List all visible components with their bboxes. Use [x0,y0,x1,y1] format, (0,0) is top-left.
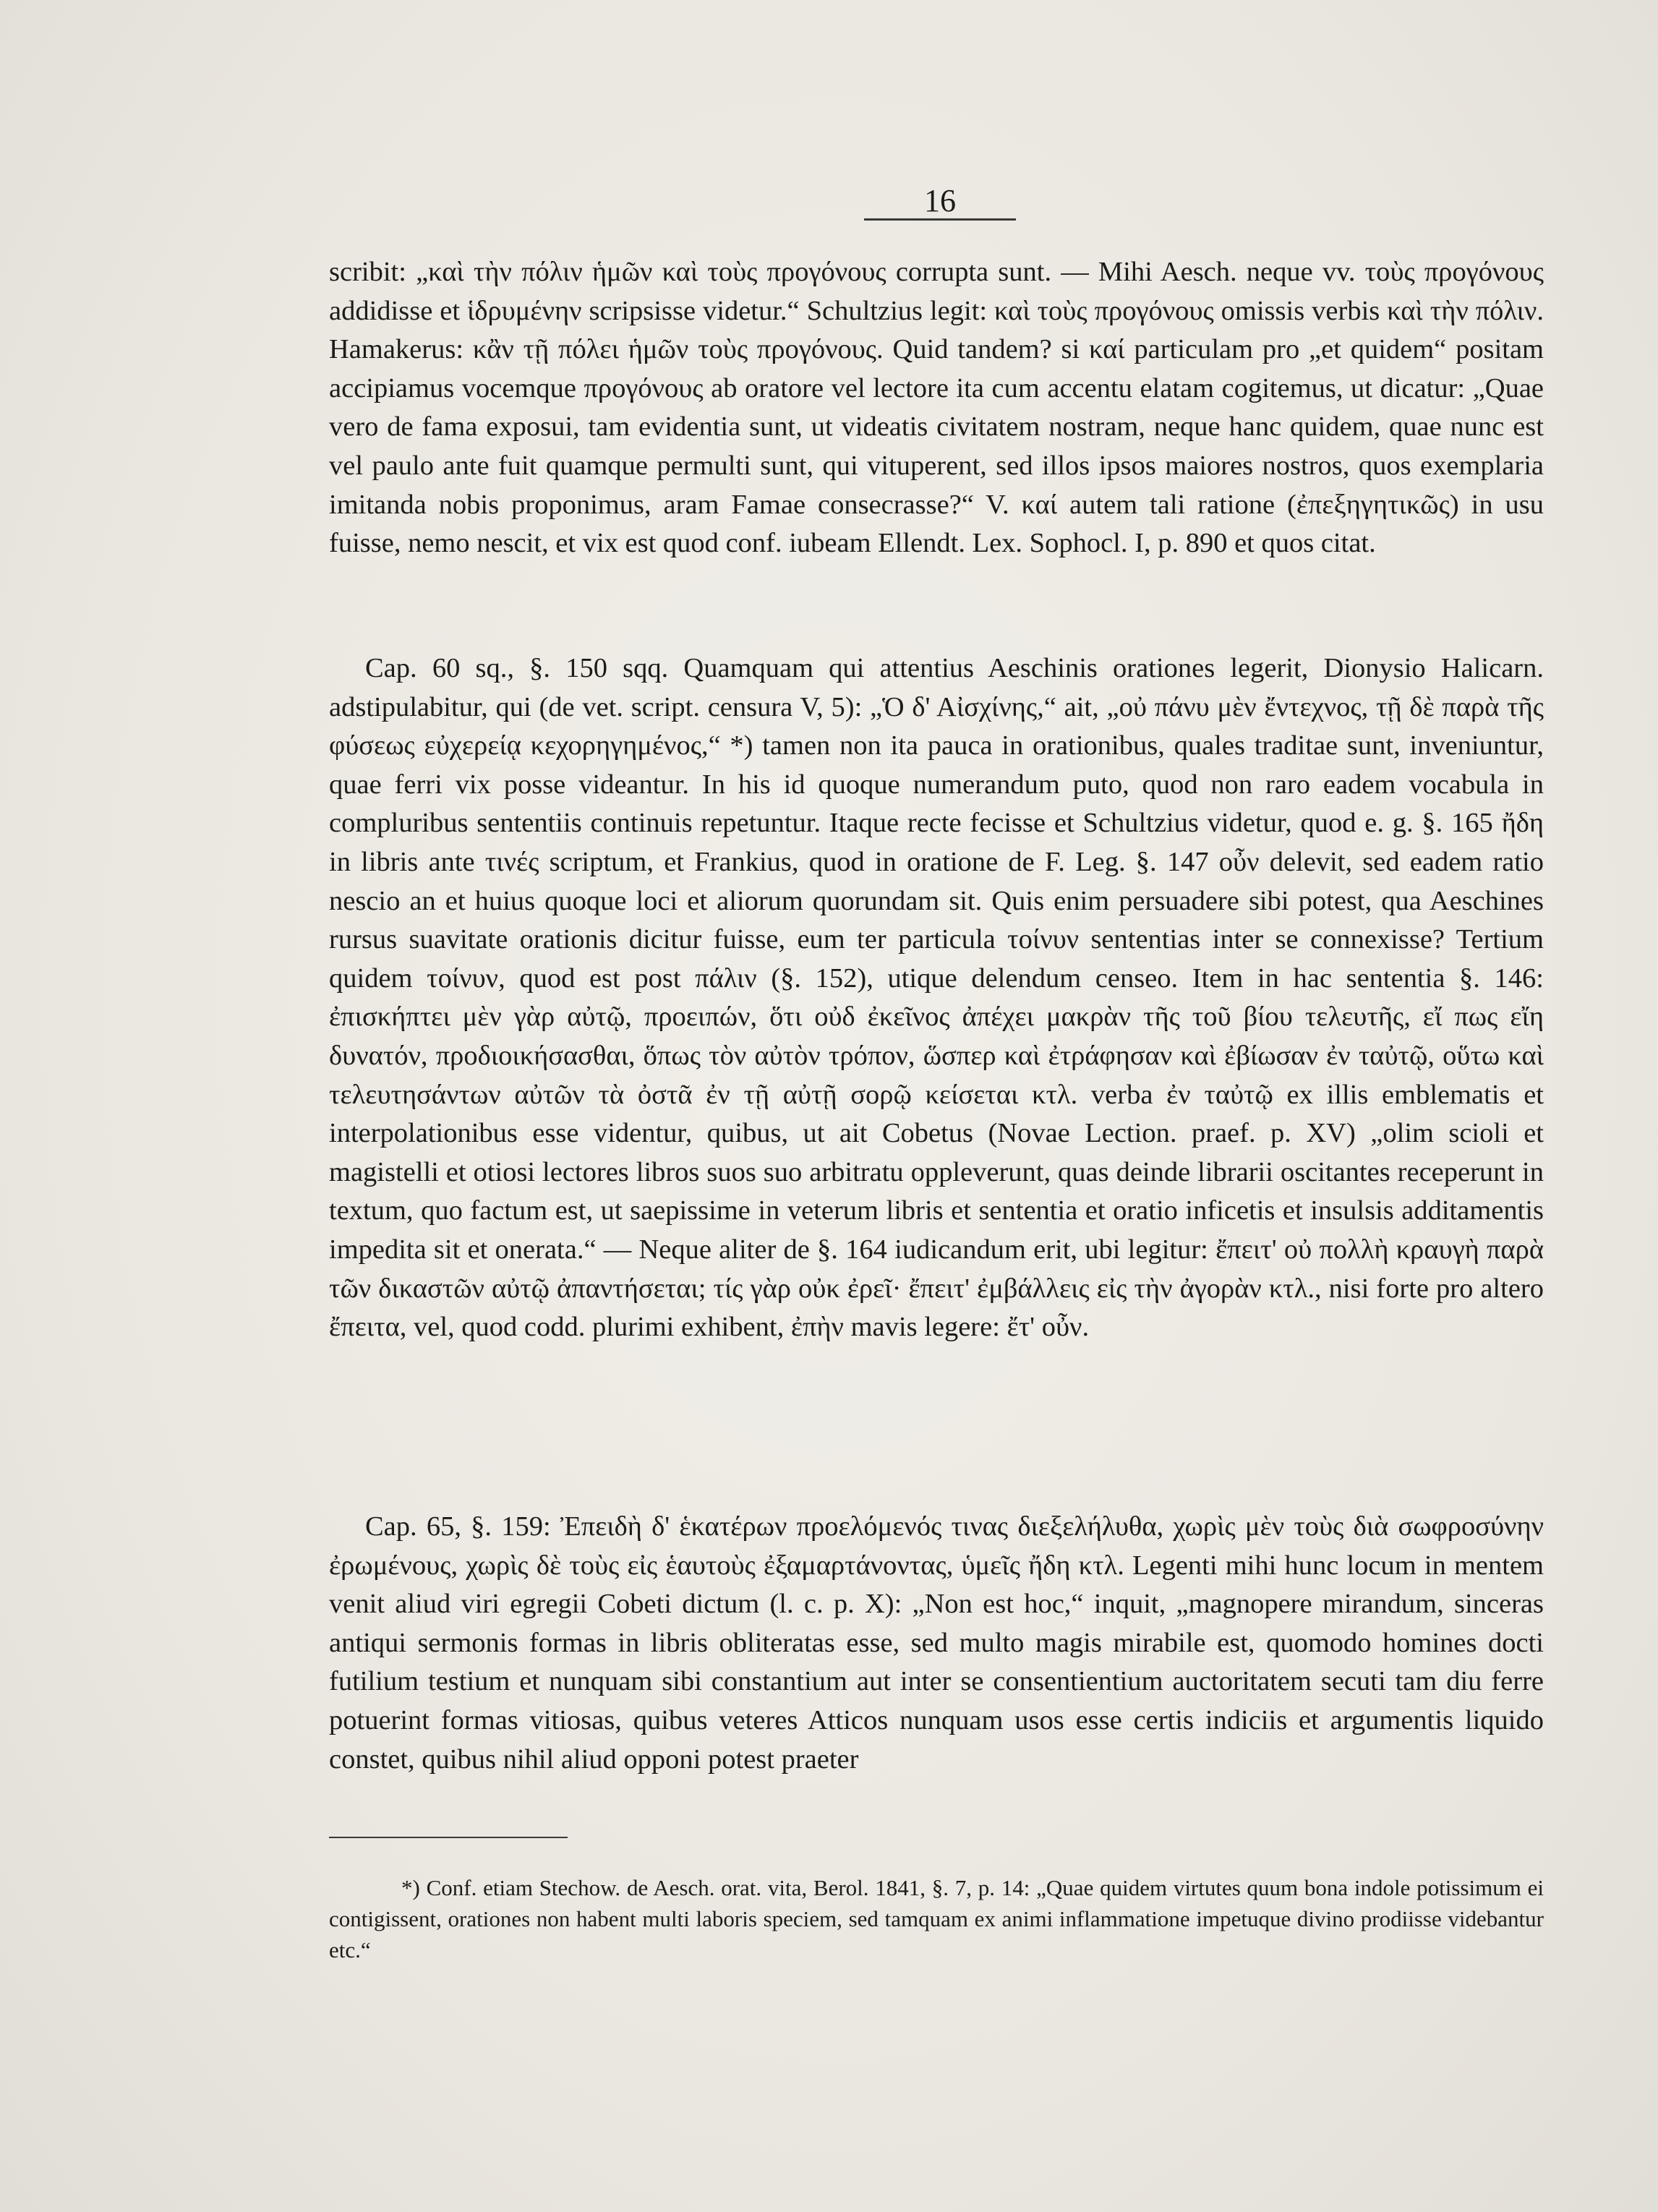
page-number-rule [864,218,1016,221]
paragraph-3: Cap. 65, §. 159: Ἐπειδὴ δ' ἑκατέρων προελόμενός τινας διεξελήλυθα, χωρὶς μὲν τοὺς διὰ σωφροσύνην ἐρωμένους, χωρὶς δὲ τοὺς εἰς ἑαυτοὺς ἐξαμαρτάνοντας, ὑμεῖς ἤδη κτλ. Legenti mihi hunc locum in mentem venit aliud viri egregii Cobeti dictum (l. c. p. X): „Non est hoc,“ inquit, „magnopere mirandum, sinceras antiqui sermonis formas in libris obliteratas esse, sed multo magis mirabile est, quomodo homines docti futilium testium et nunquam sibi constantium aut inter se consentientium auctoritatem secuti tam diu ferre potuerint formas vitiosas, quibus veteres Atticos nunquam usos esse certis indiciis et argumentis liquido constet, quibus nihil aliud opponi potest praeter [329,1511,1544,1775]
text-block-2 [329,649,1544,1347]
footnote-rule [329,1837,568,1838]
paragraph-2: Cap. 60 sq., §. 150 sqq. Quamquam qui attentius Aeschinis orationes legerit, Dionysio Halicarn. adstipulabitur, qui (de vet. script. censura V, 5): „Ὁ δ' Αἰσχίνης,“ ait, „οὐ πάνυ μὲν ἔντεχνος, τῇ δὲ παρὰ τῆς φύσεως εὐχερείᾳ κεχορηγημένος,“ *) tamen non ita pauca in orationibus, quales traditae sunt, inveniuntur, quae ferri vix posse videantur. In his id quoque numerandum puto, quod non raro eadem vocabula in compluribus sententiis continuis repetuntur. Itaque recte fecisse et Schultzius videtur, quod e. g. §. 165 ἤδη in libris ante τινές scriptum, et Frankius, quod in oratione de F. Leg. §. 147 οὖν delevit, sed eadem ratio nescio an et huius quoque loci et aliorum quorundam sit. Quis enim persuadere sibi potest, qua Aeschines rursus suavitate orationis dicitur fuisse, eum ter particula τοίνυν sententias inter se connexisse? Tertium quidem τοίνυν, quod est post πάλιν (§. 152), utique delendum censeo. Item in hac sententia §. 146: ἐπισκήπτει μὲν γὰρ αὐτῷ, προειπών, ὅτι οὐδ ἐκεῖνος ἀπέχει μακρὰν τῆς τοῦ βίου τελευτῆς, εἴ πως εἴη δυνατόν, προδιοικήσασθαι, ὅπως τὸν αὐτὸν τρόπον, ὥσπερ καὶ ἐτράφησαν καὶ ἐβίωσαν ἐν ταὐτῷ, οὕτω καὶ τελευτησάντων αὐτῶν τὰ ὀστᾶ ἐν τῇ αὐτῇ σορῷ κείσεται κτλ. verba ἐν ταὐτῷ ex illis emblematis et interpolationibus esse videntur, quibus, ut ait Cobetus (Novae Lection. praef. p. XV) „olim scioli et magistelli et otiosi lectores libros suos suo arbitratu oppleverunt, quas deinde librarii oscitantes receperunt in textum, quo factum est, ut saepissime in veterum libris et sententia et oratio inficetis et insulsis additamentis impedita sit et onerata.“ — Neque aliter de §. 164 iudicandum erit, ubi legitur: ἔπειτ' οὐ πολλὴ κραυγὴ παρὰ τῶν δικαστῶν αὐτῷ ἀπαντήσεται; τίς γὰρ οὐκ ἐρεῖ· ἔπειτ' ἐμβάλλεις εἰς τὴν ἀγορὰν κτλ., nisi forte pro altero ἔπειτα, vel, quod codd. plurimi exhibent, ἐπὴν mavis legere: ἔτ' οὖν. [329,653,1544,1343]
text-block-3 [329,1508,1544,1779]
text-block-1 [329,253,1544,563]
footnote: *) Conf. etiam Stechow. de Aesch. orat. vita, Berol. 1841, §. 7, p. 14: „Quae quidem virtutes quum bona indole potissimum ei contigissent, orationes non habent multi laboris speciem, sed tamquam ex animi inflammatione impetuque divino prodiisse videbantur etc.“ [329,1875,1544,1963]
page-number: 16 [924,183,956,218]
paragraph-1: scribit: „καὶ τὴν πόλιν ἡμῶν καὶ τοὺς προγόνους corrupta sunt. — Mihi Aesch. neque vv. τοὺς προγόνους addidisse et ἱδρυμένην scripsisse videtur.“ Schultzius legit: καὶ τοὺς προγόνους omissis verbis καὶ τὴν πόλιν. Hamakerus: κἂν τῇ πόλει ἡμῶν τοὺς προγόνους. Quid tandem? si καί particulam pro „et quidem“ positam accipiamus vocemque προγόνους ab oratore vel lectore ita cum accentu elatam cogitemus, ut dicatur: „Quae vero de fama exposui, tam evidentia sunt, ut videatis civitatem nostram, neque hanc quidem, quae nunc est vel paulo ante fuit quamque permulti sunt, qui vituperent, sed illos ipsos maiores nostros, quos exemplaria imitanda nobis proponimus, aram Famae consecrasse?“ V. καί autem tali ratione (ἐπεξηγητικῶς) in usu fuisse, nemo nescit, et vix est quod conf. iubeam Ellendt. Lex. Sophocl. I, p. 890 et quos citat. [329,257,1544,559]
